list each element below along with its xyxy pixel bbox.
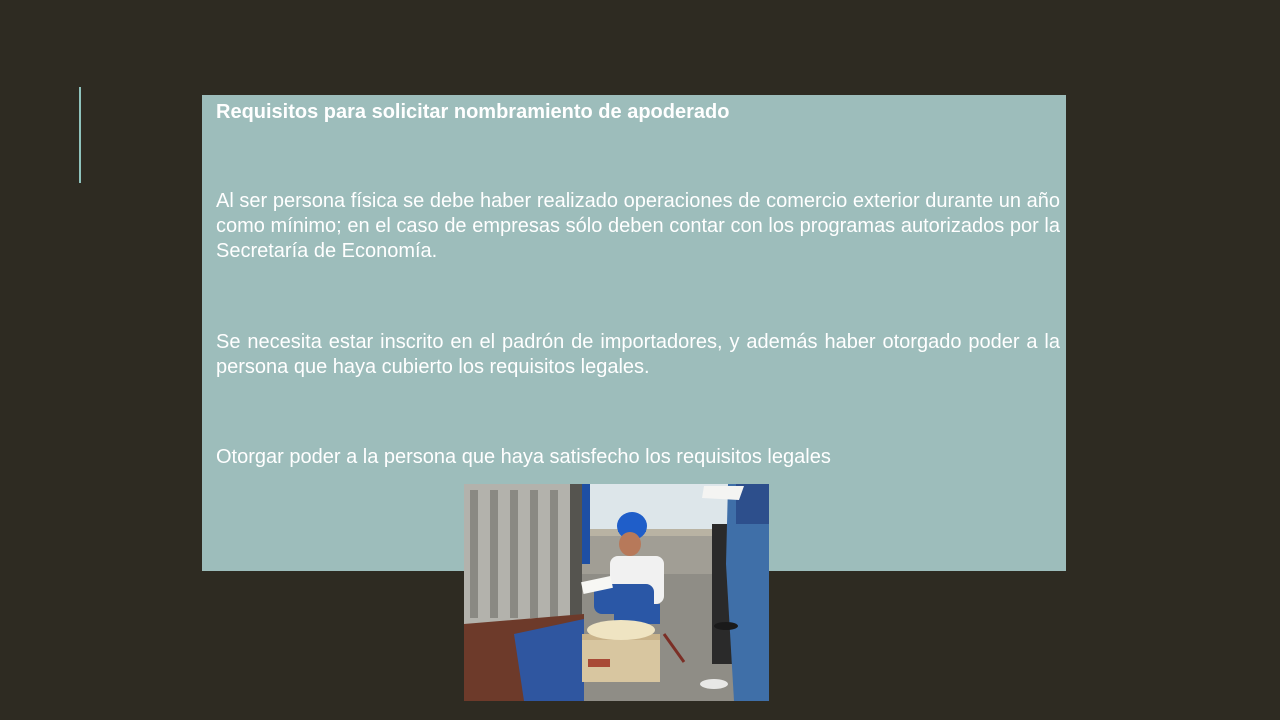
paragraph-requirement-1: Al ser persona física se debe haber realizado operaciones de comercio exterior durante un año como mínimo; en el caso de empresas sólo deben contar con los programas autorizados por la Secretaría de Economía.: [216, 190, 1060, 262]
paragraph-requirement-2: Se necesita estar inscrito en el padrón de importadores, y además haber otorgado poder a la persona que haya cubierto los requisitos legales.: [216, 331, 1060, 378]
paragraph-requirement-3: Otorgar poder a la persona que haya satisfecho los requisitos legales: [216, 446, 831, 468]
accent-line: [79, 87, 81, 183]
slide-title: Requisitos para solicitar nombramiento de apoderado: [216, 101, 730, 123]
customs-inspection-photo: [464, 484, 769, 701]
